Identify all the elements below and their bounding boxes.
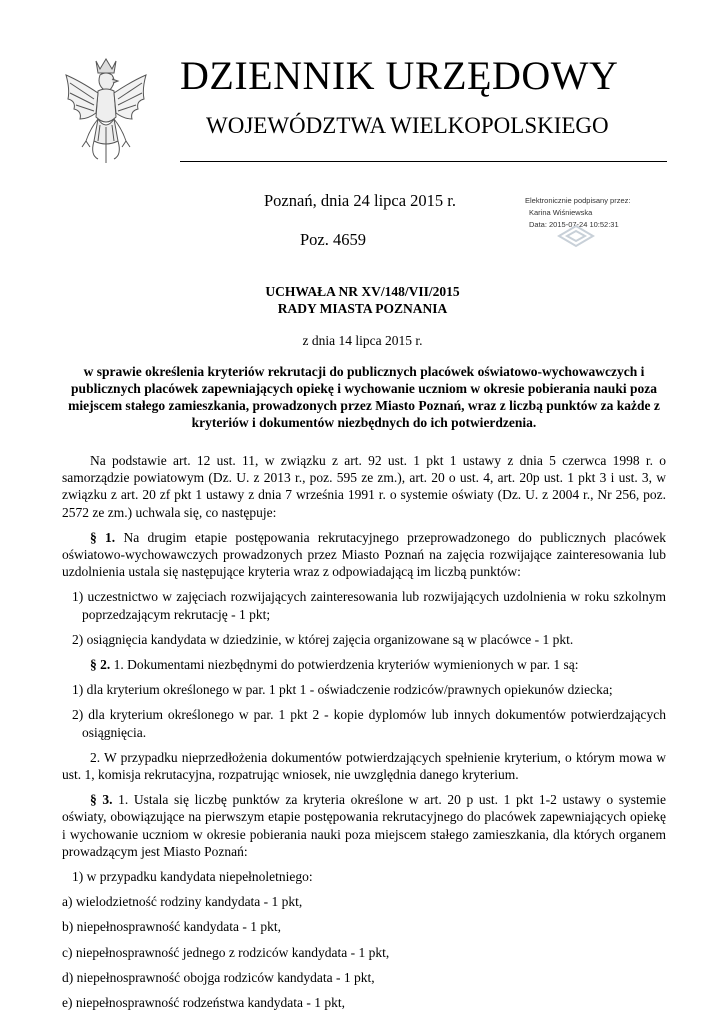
- section-1: [62, 529, 666, 581]
- section-3-item-d: d) niepełnosprawność obojga rodziców kandydata - 1 pkt,: [62, 969, 375, 985]
- header-divider: [180, 161, 667, 162]
- signature-stamp-icon: [555, 222, 597, 250]
- gazette-subtitle: WOJEWÓDZTWA WIELKOPOLSKIEGO: [206, 113, 609, 138]
- section-2-item-2: 2) dla kryterium określonego w par. 1 pkt 2 - kopie dyplomów lub innych dokumentów potwierdzających osiągnięcia.: [72, 707, 666, 740]
- section-1-item-2: 2) osiągnięcia kandydata w dziedzinie, w której zajęcia organizowane są w placówce - 1 pkt.: [72, 631, 574, 647]
- gazette-title: DZIENNIK URZĘDOWY: [180, 53, 619, 98]
- section-1-mark: § 1.: [90, 529, 116, 545]
- preamble: Na podstawie art. 12 ust. 11, w związku z art. 92 ust. 1 pkt 1 ustawy z dnia 5 czerwca 1998 r. o samorządzie powiatowym (Dz. U. z 2013 r., poz. 595 ze zm.), art. 20 o ust. 4, art. 20p ust. 1 pkt 3 i ust. 3, w związku z art. 20 zf pkt 1 ustawy z dnia 7 września 1991 r. o systemie oświaty (Dz. U. z 2004 r., Nr 256, poz. 2572 ze zm.) uchwala się, co następuje:: [62, 453, 666, 520]
- publication-date: Poznań, dnia 24 lipca 2015 r.: [264, 191, 457, 210]
- section-3-item-a: a) wielodzietność rodziny kandydata - 1 pkt,: [62, 894, 303, 910]
- section-1-text: Na drugim etapie postępowania rekrutacyjnego przeprowadzonego do publicznych placówek oświatowo-wychowawczych prowadzonych przez Miasto Poznań na zajęcia rozwijające zainteresowania lub uzdolnienia ustala się następujące kryteria wraz z odpowiadającą im liczbą punktów:: [62, 529, 667, 580]
- section-3: [62, 791, 666, 860]
- resolution-date: z dnia 14 lipca 2015 r.: [302, 333, 423, 348]
- signature-date: Data: 2015-07-24 10:52:31: [529, 220, 619, 229]
- section-3-item-b: b) niepełnosprawność kandydata - 1 pkt,: [62, 919, 281, 935]
- section-3-text: 1. Ustala się liczbę punktów za kryteria określone w art. 20 p ust. 1 pkt 1-2 ustawy o systemie oświaty, obowiązujące na pierwszym etapie postępowania rekrutacyjnego do placówek zapewniających opiekę i wychowanie uczniom w okresie pobierania nauki poza miejscem stałego zamieszkania, dla których organem prowadzącym jest Miasto Poznań:: [62, 792, 667, 859]
- section-3-mark: § 3.: [90, 792, 113, 808]
- resolution-body: RADY MIASTA POZNANIA: [277, 301, 448, 316]
- resolution-number: UCHWAŁA NR XV/148/VII/2015: [265, 284, 460, 299]
- signature-label: Elektronicznie podpisany przez:: [525, 196, 631, 205]
- section-2-mark: § 2.: [90, 657, 111, 673]
- position-number: Poz. 4659: [300, 230, 366, 249]
- document-body: [62, 452, 666, 1019]
- section-3-sub-1: 1) w przypadku kandydata niepełnoletniego:: [72, 869, 313, 885]
- resolution-subject: w sprawie określenia kryteriów rekrutacji do publicznych placówek oświatowo-wychowawczych i publicznych placówek zapewniających opiekę i wychowanie uczniom w okresie pobierania nauki poza miejscem stałego zamieszkania, prowadzonych przez Miasto Poznań, wraz z liczbą punktów za każde z kryteriów i dokumentów niezbędnych do ich potwierdzenia.: [68, 364, 660, 430]
- section-2-paragraph-2: 2. W przypadku nieprzedłożenia dokumentów potwierdzających spełnienie kryterium, o którym mowa w ust. 1, komisja rekrutacyjna, rozpatrując wniosek, nie uwzględnia danego kryterium.: [62, 749, 666, 783]
- section-2-item-1: 1) dla kryterium określonego w par. 1 pkt 1 - oświadczenie rodziców/prawnych opiekunów dziecka;: [72, 682, 613, 698]
- section-2: [62, 656, 666, 673]
- section-3-item-c: c) niepełnosprawność jednego z rodziców kandydata - 1 pkt,: [62, 944, 390, 960]
- polish-eagle-icon: [60, 55, 152, 165]
- section-1-item-1: 1) uczestnictwo w zajęciach rozwijających zainteresowania lub rozwijających uzdolnienia w roku szkolnym poprzedzającym rekrutację - 1 pkt;: [72, 589, 666, 622]
- section-3-item-e: e) niepełnosprawność rodzeństwa kandydata - 1 pkt,: [62, 995, 346, 1011]
- signature-name: Karina Wiśniewska: [529, 208, 593, 217]
- section-2-text: 1. Dokumentami niezbędnymi do potwierdzenia kryteriów wymienionych w par. 1 są:: [110, 657, 579, 673]
